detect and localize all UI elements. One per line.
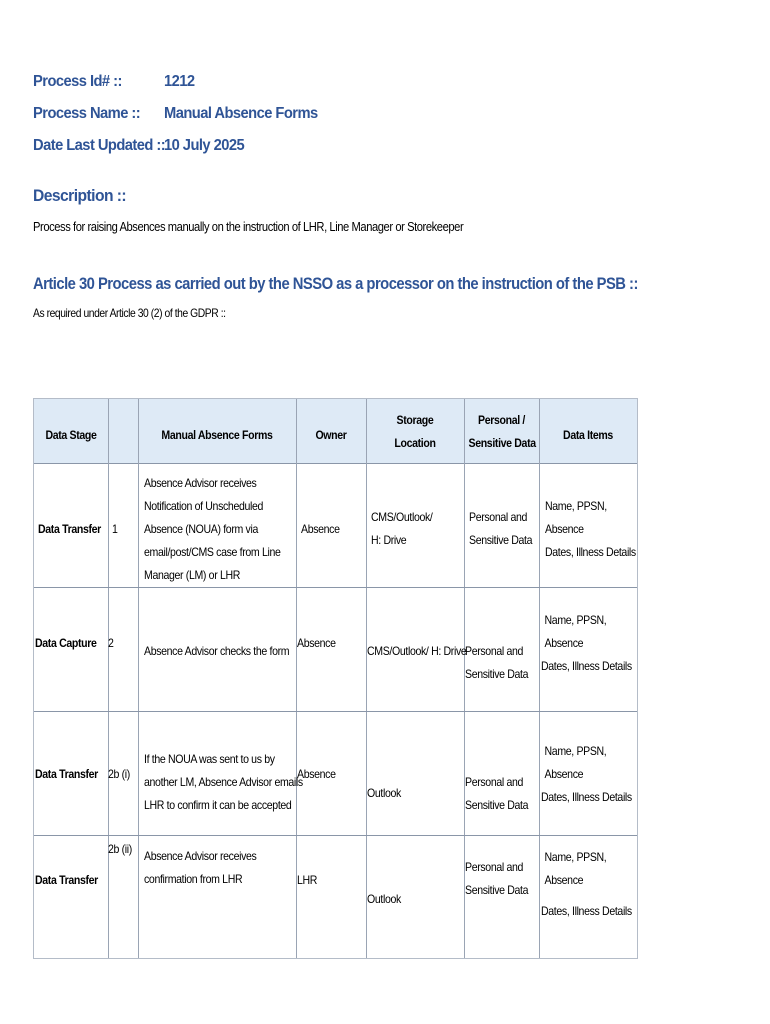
row1-personal: Personal and Sensitive Data	[469, 510, 533, 547]
grid-line	[539, 399, 540, 958]
grid-line	[34, 711, 637, 712]
row1-owner: Absence	[301, 522, 340, 536]
row2-storage: CMS/Outlook/ H: Drive	[367, 644, 467, 658]
header-data-stage: Data Stage	[45, 428, 97, 442]
process-name-row	[33, 98, 331, 130]
article-heading: Article 30 Process as carried out by the NSSO as a processor on the instruction of the PSB ::	[33, 274, 638, 293]
header-owner: Owner	[315, 428, 347, 442]
row3-owner: Absence	[297, 767, 336, 781]
row4-items: Name, PPSN, Absence Dates, Illness Details	[541, 850, 632, 918]
row1-desc: Absence Advisor receives Notification of Unscheduled Absence (NOUA) form via email/post/CMS case from Line Manager (LM) or LHR	[144, 476, 281, 582]
row1-stage: Data Transfer	[38, 522, 101, 536]
description-heading: Description ::	[33, 186, 127, 205]
row4-stage: Data Transfer	[35, 873, 98, 887]
row3-items: Name, PPSN, Absence Dates, Illness Details	[541, 744, 632, 804]
row2-personal: Personal and Sensitive Data	[465, 644, 529, 681]
row2-owner: Absence	[297, 636, 336, 650]
article-subheading: As required under Article 30 (2) of the GDPR ::	[33, 306, 226, 320]
row3-storage: Outlook	[367, 786, 401, 800]
header-data-items: Data Items	[563, 428, 613, 442]
description-text: Process for raising Absences manually on the instruction of LHR, Line Manager or Storekeeper	[33, 219, 464, 234]
grid-line	[366, 399, 367, 958]
grid-line	[138, 399, 139, 958]
row4-personal: Personal and Sensitive Data	[465, 860, 529, 897]
row1-items: Name, PPSN, Absence Dates, Illness Details	[545, 499, 636, 559]
date-label: Date Last Updated ::	[33, 137, 166, 154]
row3-desc: If the NOUA was sent to us by another LM, Absence Advisor emails LHR to confirm it can be accepted	[144, 752, 303, 812]
grid-line	[34, 587, 637, 588]
header-personal-sensitive: Personal / Sensitive Data	[468, 413, 536, 450]
process-meta	[33, 66, 331, 162]
date-value: 10 July 2025	[164, 137, 245, 154]
row2-num: 2	[108, 636, 114, 650]
row4-num: 2b (ii)	[108, 842, 132, 856]
row2-stage: Data Capture	[35, 636, 97, 650]
process-table	[33, 398, 638, 959]
row2-items: Name, PPSN, Absence Dates, Illness Details	[541, 613, 632, 673]
row3-stage: Data Transfer	[35, 767, 98, 781]
process-id-value: 1212	[164, 73, 195, 90]
process-name-value: Manual Absence Forms	[164, 105, 318, 122]
row2-desc: Absence Advisor checks the form	[144, 644, 290, 658]
row3-num: 2b (i)	[108, 767, 130, 781]
header-manual-absence-forms: Manual Absence Forms	[161, 428, 273, 442]
grid-line	[34, 835, 637, 836]
grid-line	[108, 399, 109, 958]
row3-personal: Personal and Sensitive Data	[465, 775, 529, 812]
process-id-row	[33, 66, 331, 98]
process-id-label: Process Id# ::	[33, 73, 122, 90]
date-row	[33, 130, 331, 162]
row4-storage: Outlook	[367, 892, 401, 906]
row1-storage: CMS/Outlook/ H: Drive	[371, 510, 433, 547]
row4-owner: LHR	[297, 873, 318, 887]
process-name-label: Process Name ::	[33, 105, 141, 122]
row4-desc: Absence Advisor receives confirmation from LHR	[144, 849, 257, 886]
row1-num: 1	[112, 522, 118, 536]
header-storage-location: Storage Location	[394, 413, 436, 450]
